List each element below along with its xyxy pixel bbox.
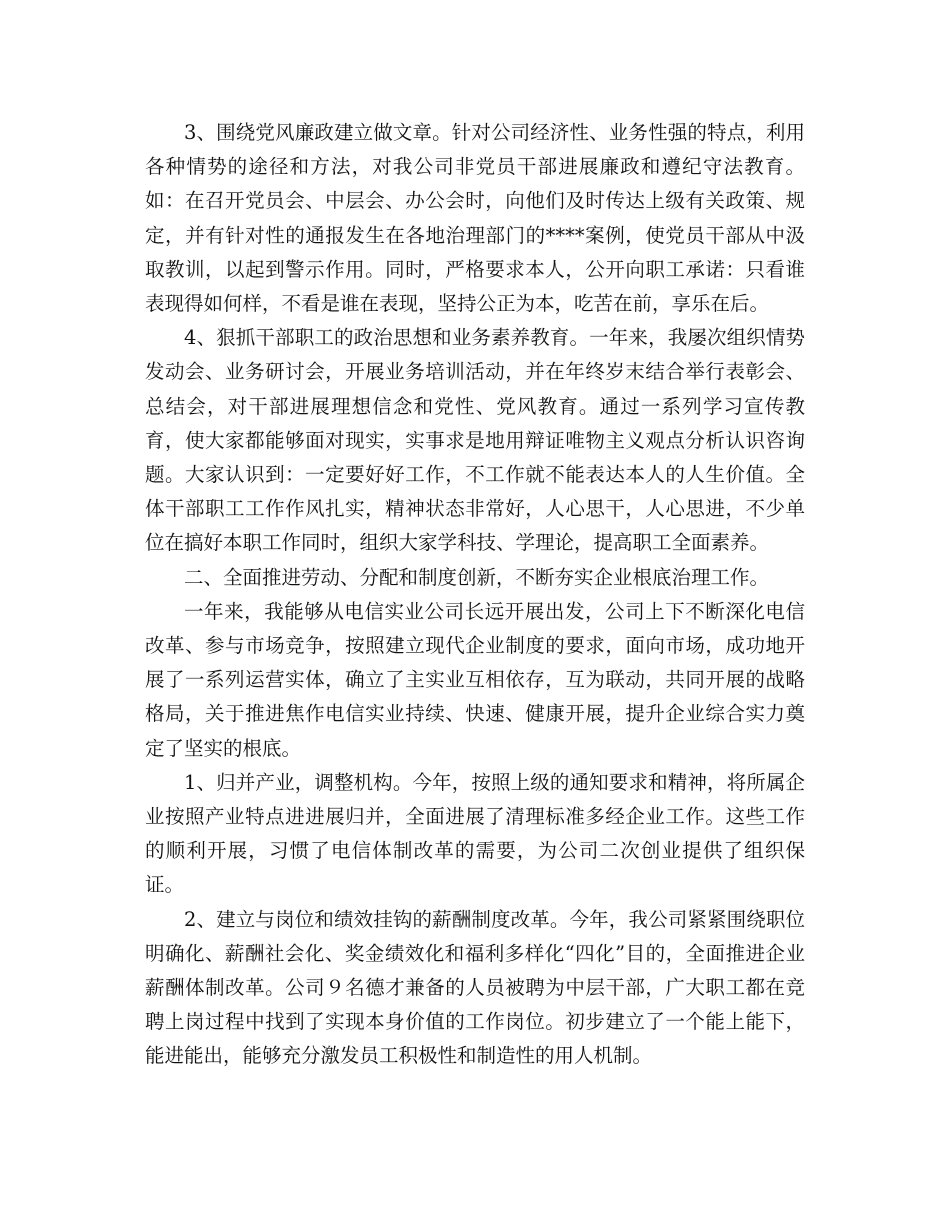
document-body bbox=[145, 116, 805, 1074]
paragraph-merge-industries: 1、归并产业，调整机构。今年，按照上级的通知要求和精神，将所属企业按照产业特点进进展归并，全面进展了清理标准多经企业工作。这些工作的顺利开展，习惯了电信体制改革的需要，为公司二次创业提供了组织保证。 bbox=[145, 770, 805, 897]
paragraph-political-education: 4、狠抓干部职工的政治思想和业务素养教育。一年来，我屡次组织情势发动会、业务研讨会，开展业务培训活动，并在年终岁末结合举行表彰会、总结会，对干部进展理想信念和党性、党风教育。通过一系列学习宣传教育，使大家都能够面对现实，实事求是地用辩证唯物主义观点分析认识咨询题。大家认识到：一定要好好工作，不工作就不能表达本人的人生价值。全体干部职工工作作风扎实，精神状态非常好，人心思干，人心思进，不少单位在搞好本职工作同时，组织大家学科技、学理论，提高职工全面素养。 bbox=[145, 326, 805, 555]
paragraph-salary-reform: 2、建立与岗位和绩效挂钩的薪酬制度改革。今年，我公司紧紧围绕职位明确化、薪酬社会化、奖金绩效化和福利多样化“四化”目的，全面推进企业薪酬体制改革。公司９名德才兼备的人员被聘为中层干部，广大职工都在竞聘上岗过程中找到了实现本身价值的工作岗位。初步建立了一个能上能下，能进能出，能够充分激发员工积极性和制造性的用人机制。 bbox=[145, 907, 805, 1068]
paragraph-party-integrity: 3、围绕党风廉政建立做文章。针对公司经济性、业务性强的特点，利用各种情势的途径和方法，对我公司非党员干部进展廉政和遵纪守法教育。如：在召开党员会、中层会、办公会时，向他们及时传达上级有关政策、规定，并有针对性的通报发生在各地治理部门的****案例，使党员干部从中汲取教训，以起到警示作用。同时，严格要求本人，公开向职工承诺：只看谁表现得如何样，不看是谁在表现，坚持公正为本，吃苦在前，享乐在后。 bbox=[145, 121, 805, 316]
section-heading-reform: 二、全面推进劳动、分配和制度创新，不断夯实企业根底治理工作。 bbox=[184, 565, 770, 589]
paragraph-year-overview: 一年来，我能够从电信实业公司长远开展出发，公司上下不断深化电信改革、参与市场竞争，按照建立现代企业制度的要求，面向市场，成功地开展了一系列运营实体，确立了主实业互相依存，互为联动，共同开展的战略格局，关于推进焦作电信实业持续、快速、健康开展，提升企业综合实力奠定了坚实的根底。 bbox=[145, 599, 805, 760]
